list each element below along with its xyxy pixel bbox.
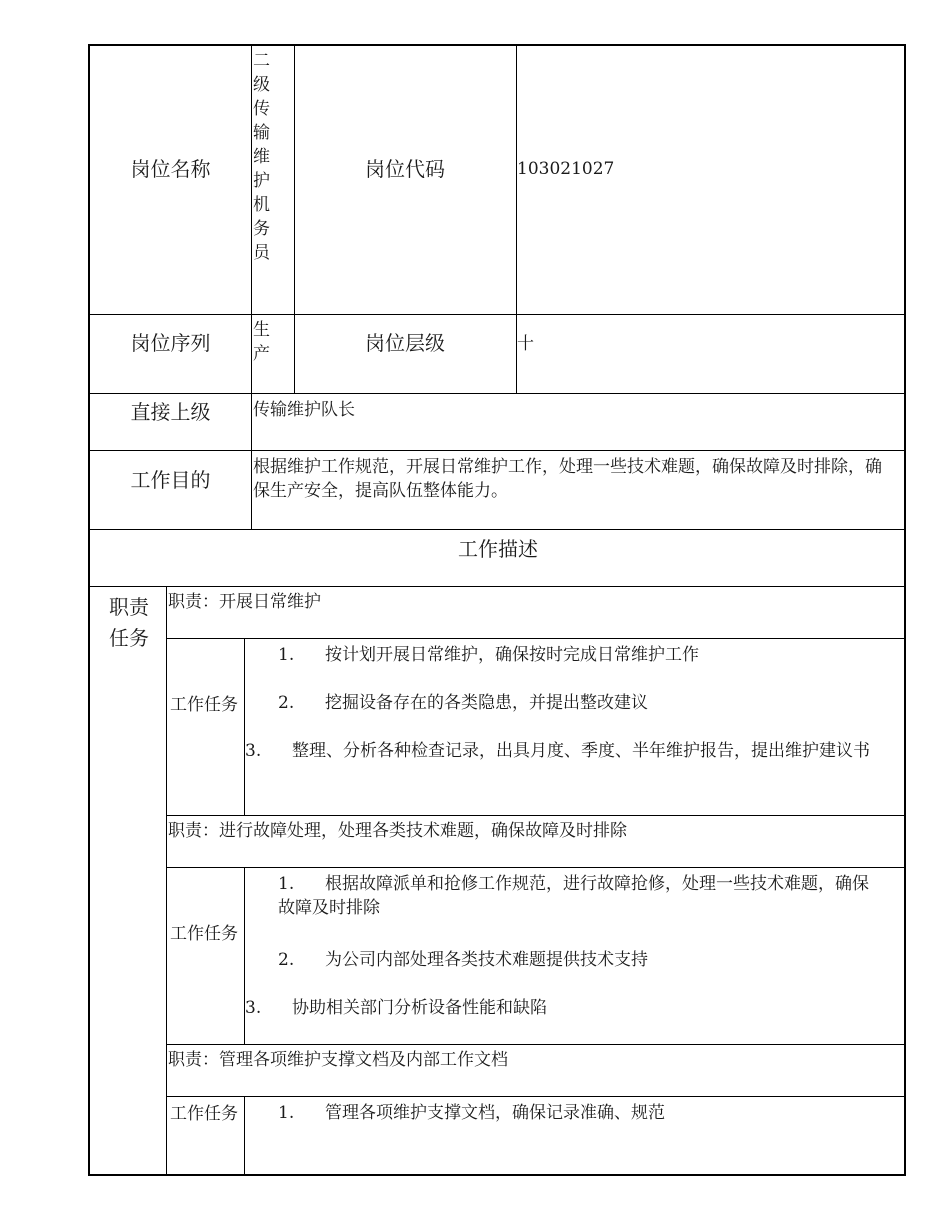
row-divider xyxy=(90,529,906,530)
task-number: 1. xyxy=(278,874,295,894)
task-label: 工作任务 xyxy=(170,695,238,715)
col-divider xyxy=(166,586,167,1176)
row-divider xyxy=(90,393,906,394)
row-divider xyxy=(166,815,906,816)
task-text: 按计划开展日常维护，确保按时完成日常维护工作 xyxy=(325,645,699,665)
job-name-value: 二级传输维护机务员 xyxy=(253,51,270,263)
purpose-label: 工作目的 xyxy=(130,468,211,492)
job-level-label: 岗位层级 xyxy=(365,331,445,355)
task-text: 整理、分析各种检查记录，出具月度、季度、半年维护报告，提出维护建议书 xyxy=(292,741,870,761)
col-divider xyxy=(251,46,252,530)
task-label: 工作任务 xyxy=(170,924,238,944)
duty-task-label: 职责任务 xyxy=(109,595,149,650)
task-number: 1. xyxy=(278,1103,295,1123)
task-text: 协助相关部门分析设备性能和缺陷 xyxy=(292,998,547,1018)
task-number: 2. xyxy=(278,693,295,713)
task-number: 1. xyxy=(278,645,295,665)
row-divider xyxy=(90,314,906,315)
row-divider xyxy=(166,1044,906,1045)
task-text: 管理各项维护支撑文档，确保记录准确、规范 xyxy=(325,1103,665,1123)
duty-title: 职责：开展日常维护 xyxy=(168,592,321,612)
job-description-form xyxy=(88,44,906,1176)
task-number: 3. xyxy=(245,741,262,761)
superior-value: 传输维护队长 xyxy=(253,400,355,420)
purpose-value: 根据维护工作规范，开展日常维护工作，处理一些技术难题，确保故障及时排除，确保生产安全，提高队伍整体能力。 xyxy=(253,457,882,501)
row-divider xyxy=(90,586,906,587)
job-sequence-label: 岗位序列 xyxy=(130,331,211,355)
row-divider xyxy=(166,867,906,868)
task-number: 3. xyxy=(245,998,262,1018)
row-divider xyxy=(166,638,906,639)
job-code-label: 岗位代码 xyxy=(365,157,445,181)
task-text: 为公司内部处理各类技术难题提供技术支持 xyxy=(325,950,648,970)
row-divider xyxy=(166,1096,906,1097)
task-label: 工作任务 xyxy=(170,1104,238,1124)
duty-title: 职责：进行故障处理，处理各类技术难题，确保故障及时排除 xyxy=(168,821,627,841)
col-divider xyxy=(244,1096,245,1176)
task-number: 2. xyxy=(278,950,295,970)
superior-label: 直接上级 xyxy=(130,400,211,424)
task-text: 挖掘设备存在的各类隐患，并提出整改建议 xyxy=(325,693,648,713)
row-divider xyxy=(90,450,906,451)
job-code-value: 103021027 xyxy=(517,159,615,179)
duty-title: 职责：管理各项维护支撑文档及内部工作文档 xyxy=(168,1050,508,1070)
col-divider xyxy=(244,638,245,816)
job-name-label: 岗位名称 xyxy=(130,157,211,181)
job-level-value: 十 xyxy=(517,334,534,354)
section-title: 工作描述 xyxy=(458,537,538,561)
job-sequence-value: 生产 xyxy=(253,320,270,364)
task-text: 根据故障派单和抢修工作规范，进行故障抢修，处理一些技术难题，确保故障及时排除 xyxy=(278,874,869,918)
